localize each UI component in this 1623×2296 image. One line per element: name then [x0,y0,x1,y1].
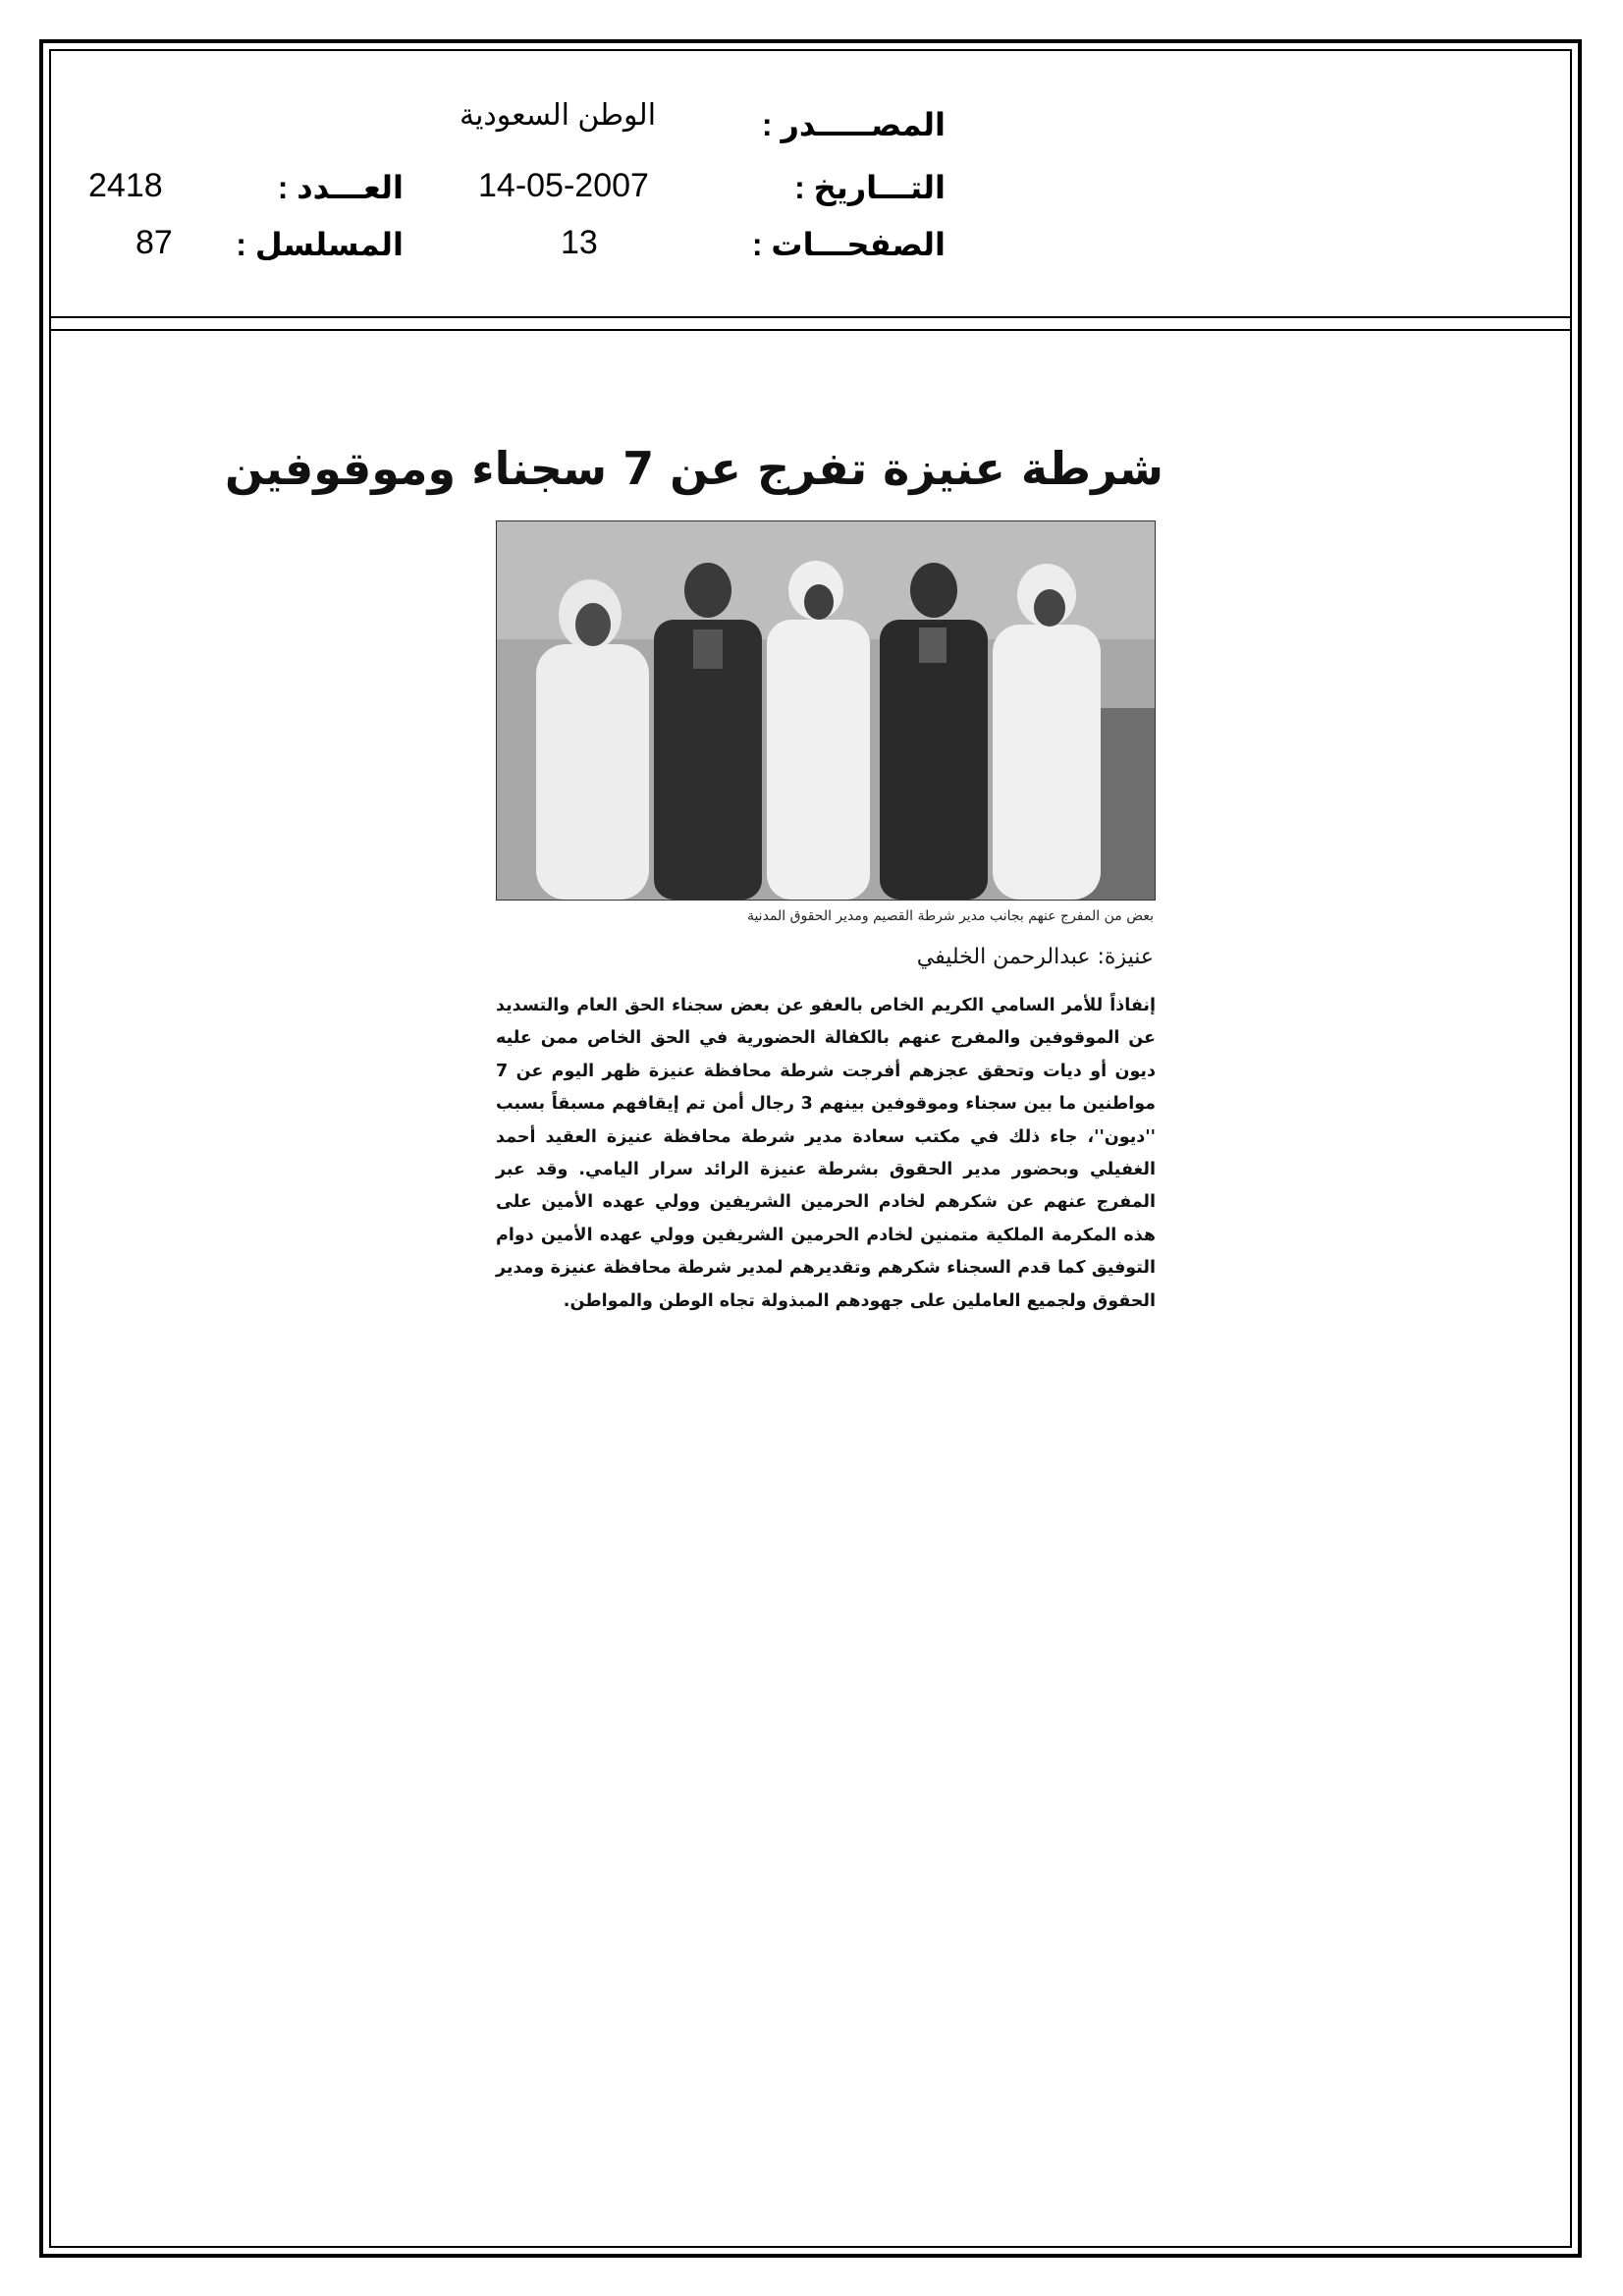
news-clipping [224,422,1173,1394]
issue-value: 2418 [88,167,163,204]
photo-illustration [497,521,1155,900]
header-divider-second [49,329,1572,331]
pages-value: 13 [561,224,598,261]
source-value: الوطن السعودية [460,99,657,132]
source-label: المصـــــدر : [761,107,946,142]
date-value: 14-05-2007 [478,167,649,204]
date-label: التـــاريخ : [794,170,946,205]
article-byline: عنيزة: عبدالرحمن الخليفي [916,945,1154,969]
article-headline: شرطة عنيزة تفرج عن 7 سجناء وموقوفين [224,442,1163,495]
serial-value: 87 [135,224,173,261]
article-body: إنفاذاً للأمر السامي الكريم الخاص بالعفو عن بعض سجناء الحق العام والتسديد عن الموقوفين والمفرج عنهم بالكفالة الحضورية في الحق الخاص ممن عليه ديون أو ديات وتحقق عجزهم أفرجت شرطة محافظة عنيزة ظهر اليوم عن 7 مواطنين ما بين سجناء وموقوفين بينهم 3 رجال أمن تم إيقافهم مسبقاً بسبب ''ديون''، جاء ذلك في مكتب سعادة مدير شرطة محافظة عنيزة العقيد أحمد الغفيلي وبحضور مدير الحقوق بشرطة عنيزة الرائد سرار اليامي. وقد عبر المفرج عنهم عن شكرهم لخادم الحرمين الشريفين وولي عهده الأمين على هذه المكرمة الملكية متمنين لخادم الحرمين الشريفين وولي عهده الأمين دوام التوفيق كما قدم السجناء شكرهم وتقديرهم لمدير شرطة محافظة عنيزة ومدير الحقوق ولجميع العاملين على جهودهم المبذولة تجاه الوطن والمواطن. [496,996,1157,1311]
article-photo [496,520,1156,901]
header-divider [49,316,1572,318]
issue-label: العـــدد : [277,170,404,205]
pages-label: الصفحـــات : [751,227,946,262]
photo-caption: بعض من المفرج عنهم بجانب مدير شرطة القصيم ومدير الحقوق المدنية [746,908,1154,924]
serial-label: المسلسل : [236,227,404,262]
